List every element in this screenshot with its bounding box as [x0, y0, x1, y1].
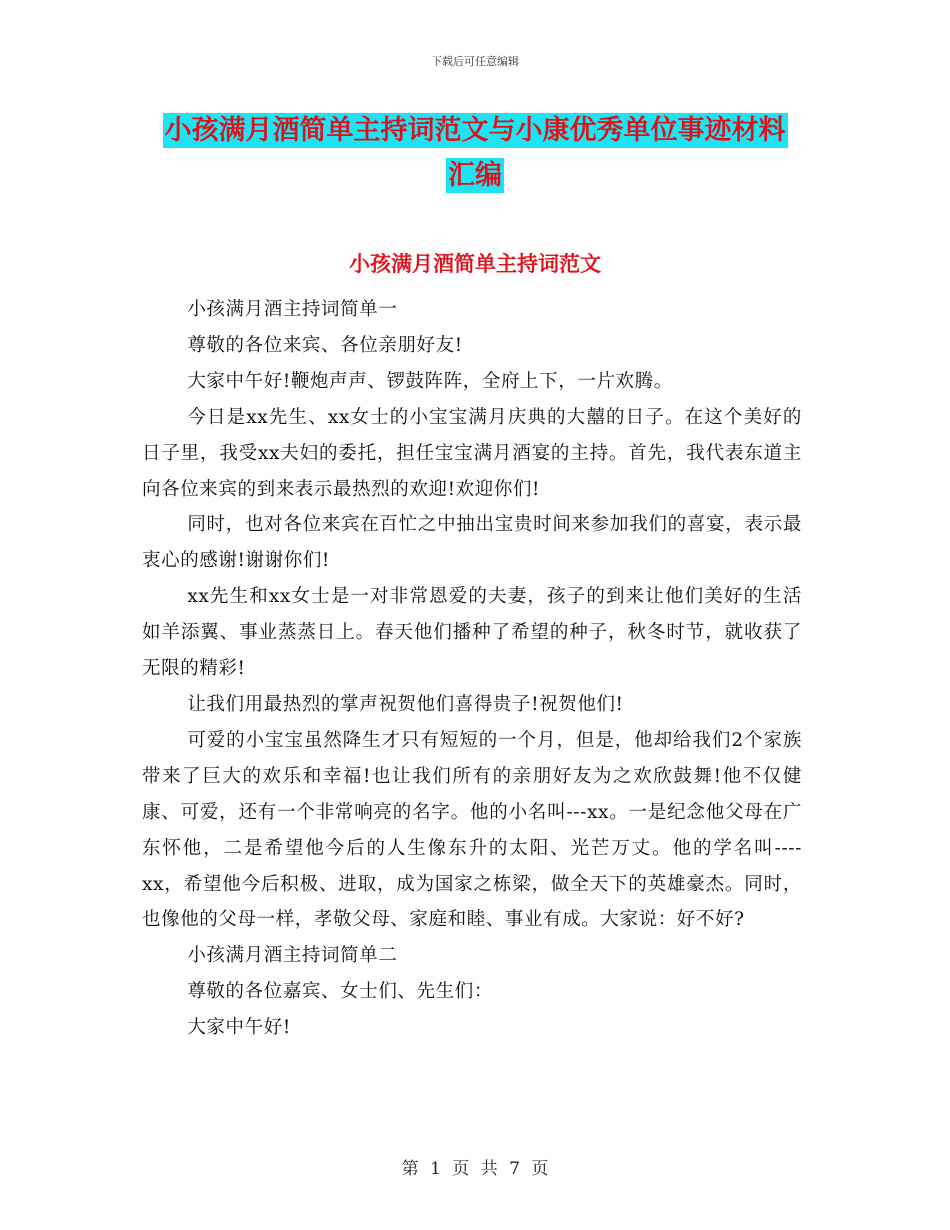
- paragraph: 大家中午好!: [187, 1017, 291, 1039]
- paragraph: 可爱的小宝宝虽然降生才只有短短的一个月，但是，他却给我们2个家族带来了巨大的欢乐和幸福!也让我们所有的亲朋好友为之欢欣鼓舞!他不仅健康、可爱，还有一个非常响亮的名字。他的小名叫---xx。一是纪念他父母在广东怀他，二是希望他今后的人生像东升的太阳、光芒万丈。他的学名叫----xx，希望他今后积极、进取，成为国家之栋梁，做全天下的英雄豪杰。同时，也像他的父母一样，孝敬父母、家庭和睦、事业有成。大家说：好不好?: [142, 729, 802, 931]
- paragraph: 尊敬的各位来宾、各位亲朋好友!: [187, 334, 463, 356]
- paragraph: 大家中午好!鞭炮声声、锣鼓阵阵，全府上下，一片欢腾。: [187, 370, 673, 392]
- paragraph: xx先生和xx女士是一对非常恩爱的夫妻，孩子的到来让他们美好的生活如羊添翼、事业蒸蒸日上。春天他们播种了希望的种子，秋冬时节，就收获了无限的精彩!: [142, 586, 802, 680]
- paragraph: 小孩满月酒主持词简单二: [187, 945, 398, 967]
- document-title: [140, 108, 810, 198]
- document-title-line-1: 小孩满月酒简单主持词范文与小康优秀单位事迹材料: [164, 115, 786, 146]
- paragraph: 同时，也对各位来宾在百忙之中抽出宝贵时间来参加我们的喜宴，表示最衷心的感谢!谢谢你们!: [142, 514, 802, 572]
- document-title-line-2: 汇编: [448, 160, 502, 191]
- page-number-footer: 第 1 页 共 7 页: [401, 1159, 549, 1179]
- section-title: 小孩满月酒简单主持词范文: [349, 252, 601, 276]
- body-text: [142, 292, 802, 1046]
- paragraph: 让我们用最热烈的掌声祝贺他们喜得贵子!祝贺他们!: [187, 693, 624, 715]
- header-note: 下载后可任意编辑: [431, 55, 519, 68]
- paragraph: 尊敬的各位嘉宾、女士们、先生们：: [187, 981, 493, 1003]
- paragraph: 今日是xx先生、xx女士的小宝宝满月庆典的大囍的日子。在这个美好的日子里，我受xx夫妇的委托，担任宝宝满月酒宴的主持。首先，我代表东道主向各位来宾的到来表示最热烈的欢迎!欢迎你们!: [142, 406, 802, 500]
- paragraph: 小孩满月酒主持词简单一: [187, 299, 398, 320]
